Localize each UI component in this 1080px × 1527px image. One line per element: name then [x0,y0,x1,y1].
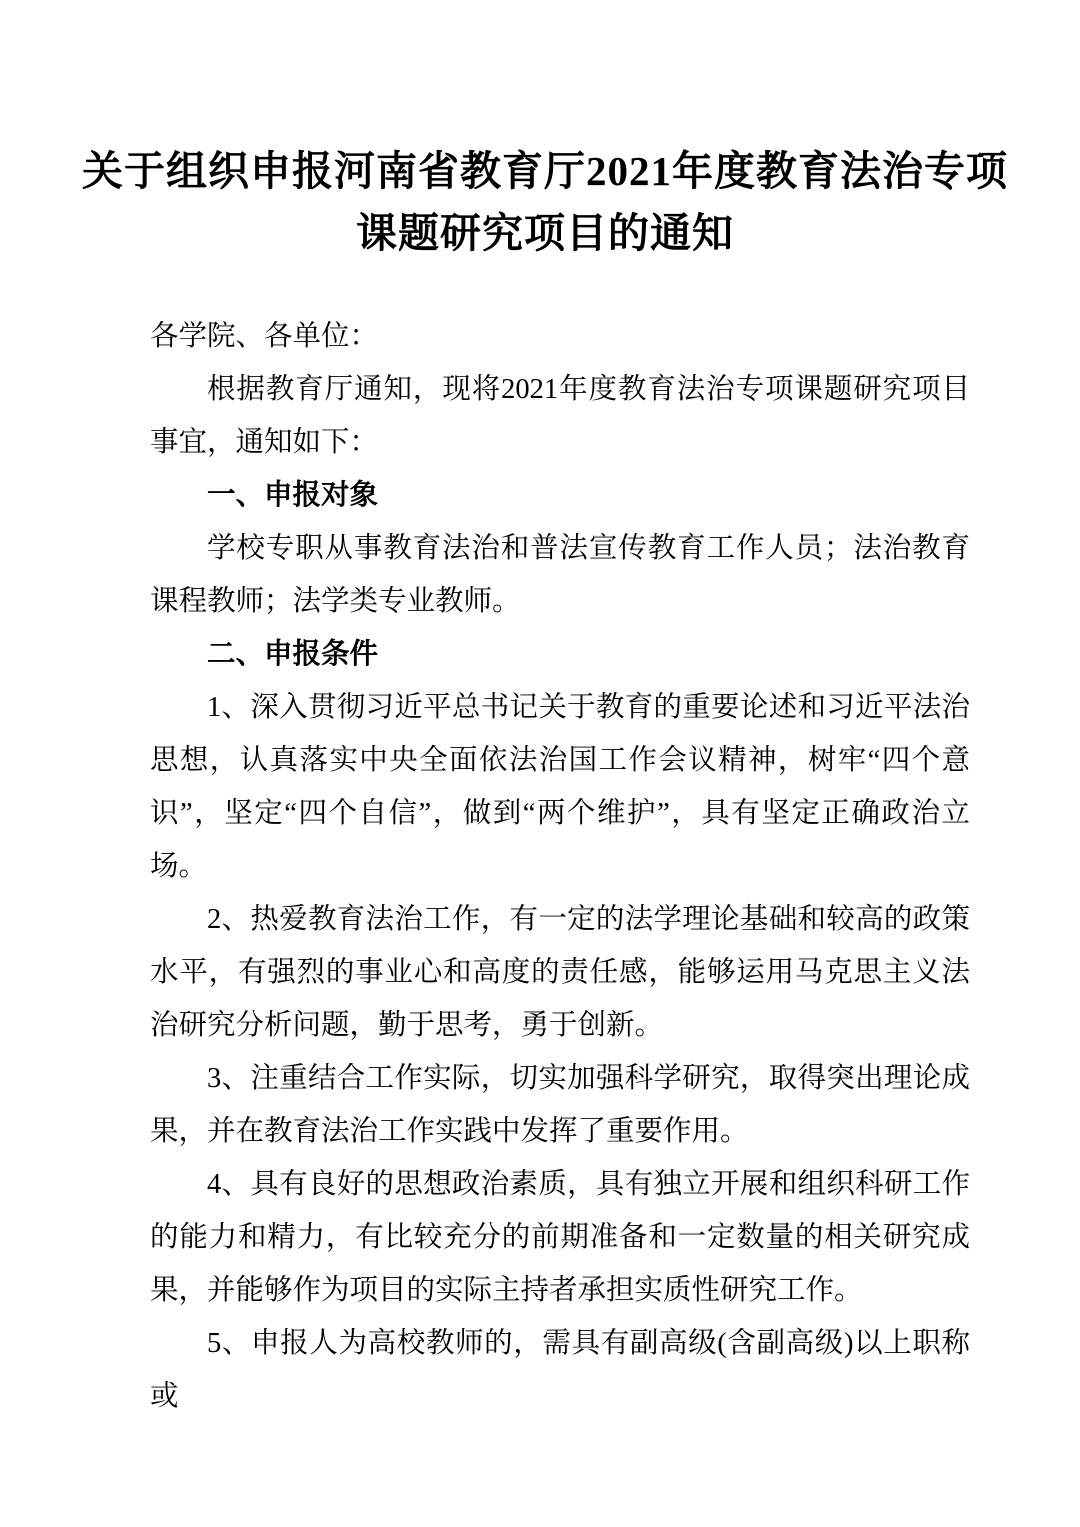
section-heading-application-targets: 一、申报对象 [207,479,379,511]
condition-item-1: 1、深入贯彻习近平总书记关于教育的重要论述和习近平法治思想，认真落实中央全面依法治国工作会议精神，树牢“四个意识”，坚定“四个自信”，做到“两个维护”，具有坚定正确政治立场。 [150,692,970,882]
condition-item-4: 4、具有良好的思想政治素质，具有独立开展和组织科研工作的能力和精力，有比较充分的前期准备和一定数量的相关研究成果，并能够作为项目的实际主持者承担实质性研究工作。 [150,1169,970,1306]
condition-item-2: 2、热爱教育法治工作，有一定的法学理论基础和较高的政策水平，有强烈的事业心和高度的责任感，能够运用马克思主义法治研究分析问题，勤于思考，勇于创新。 [150,904,970,1041]
intro-paragraph: 根据教育厅通知，现将2021年度教育法治专项课题研究项目事宜，通知如下： [150,374,970,458]
section-heading-application-conditions: 二、申报条件 [207,638,379,670]
condition-item-5-truncated: 5、申报人为高校教师的，需具有副高级(含副高级)以上职称或 [150,1328,970,1412]
salutation-line: 各学院、各单位： [150,321,379,352]
document-body [150,310,970,1423]
application-targets-paragraph: 学校专职从事教育法治和普法宣传教育工作人员；法治教育课程教师；法学类专业教师。 [150,533,970,617]
document-title: 关于组织申报河南省教育厅2021年度教育法治专项课题研究项目的通知 [82,148,1008,256]
condition-item-3: 3、注重结合工作实际，切实加强科学研究，取得突出理论成果，并在教育法治工作实践中发挥了重要作用。 [150,1063,970,1147]
